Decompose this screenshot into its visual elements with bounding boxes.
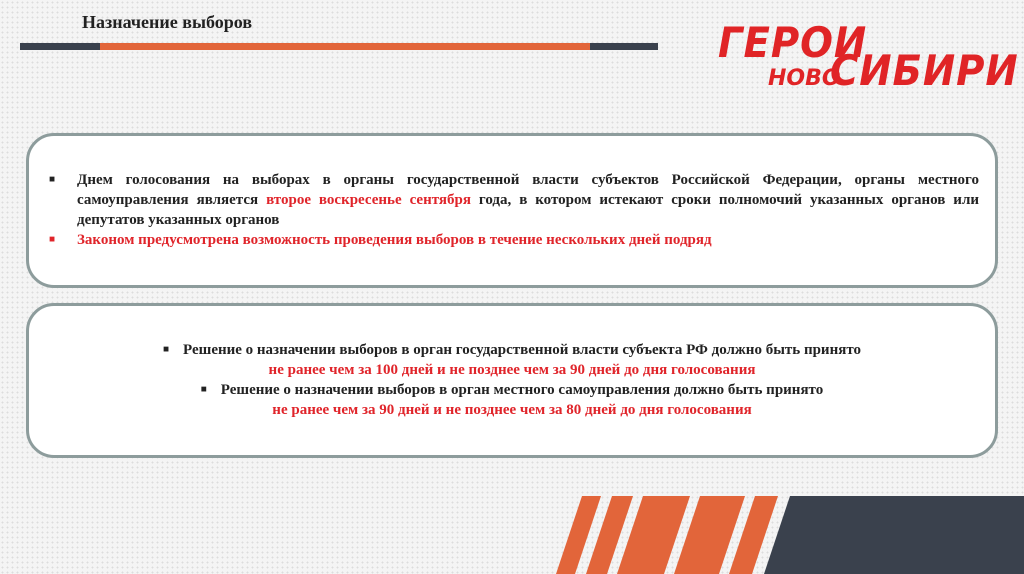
multi-day-voting-text: Законом предусмотрена возможность проведения выборов в течение нескольких дней подряд	[77, 232, 712, 248]
local-decision-deadline: не ранее чем за 90 дней и не позднее чем за 80 дней до дня голосования	[272, 402, 752, 418]
election-day-text-end: года, в котором истекают сроки полномочий указанных органов или депутатов указанных органов	[77, 192, 980, 228]
bullet-icon: ■	[162, 344, 170, 355]
election-day-text-start: Днем голосования на выборах в органы государственной власти субъектов Российской Федерации, органы местного самоуправления является	[77, 172, 979, 208]
bullet-icon: ■	[200, 384, 207, 395]
page-title: Назначение выборов	[82, 12, 253, 32]
local-decision-text: Решение о назначении выборов в орган местного самоуправления должно быть принято	[220, 382, 824, 398]
logo-word-sibiri: СИБИРИ	[830, 46, 1019, 95]
dark-panel	[764, 496, 1024, 574]
election-day-highlight: второе воскресенье сентября	[266, 192, 471, 208]
logo-word-geroi: ГЕРОИ	[718, 18, 868, 67]
regional-decision-text: Решение о назначении выборов в орган государственной власти субъекта РФ должно быть принято	[183, 342, 862, 358]
bullet-icon: ■	[49, 234, 56, 245]
bullet-icon: ■	[49, 174, 56, 185]
regional-decision-deadline: не ранее чем за 100 дней и не позднее чем за 90 дней до дня голосования	[268, 362, 756, 378]
logo-word-novo: НОВО	[768, 66, 841, 91]
